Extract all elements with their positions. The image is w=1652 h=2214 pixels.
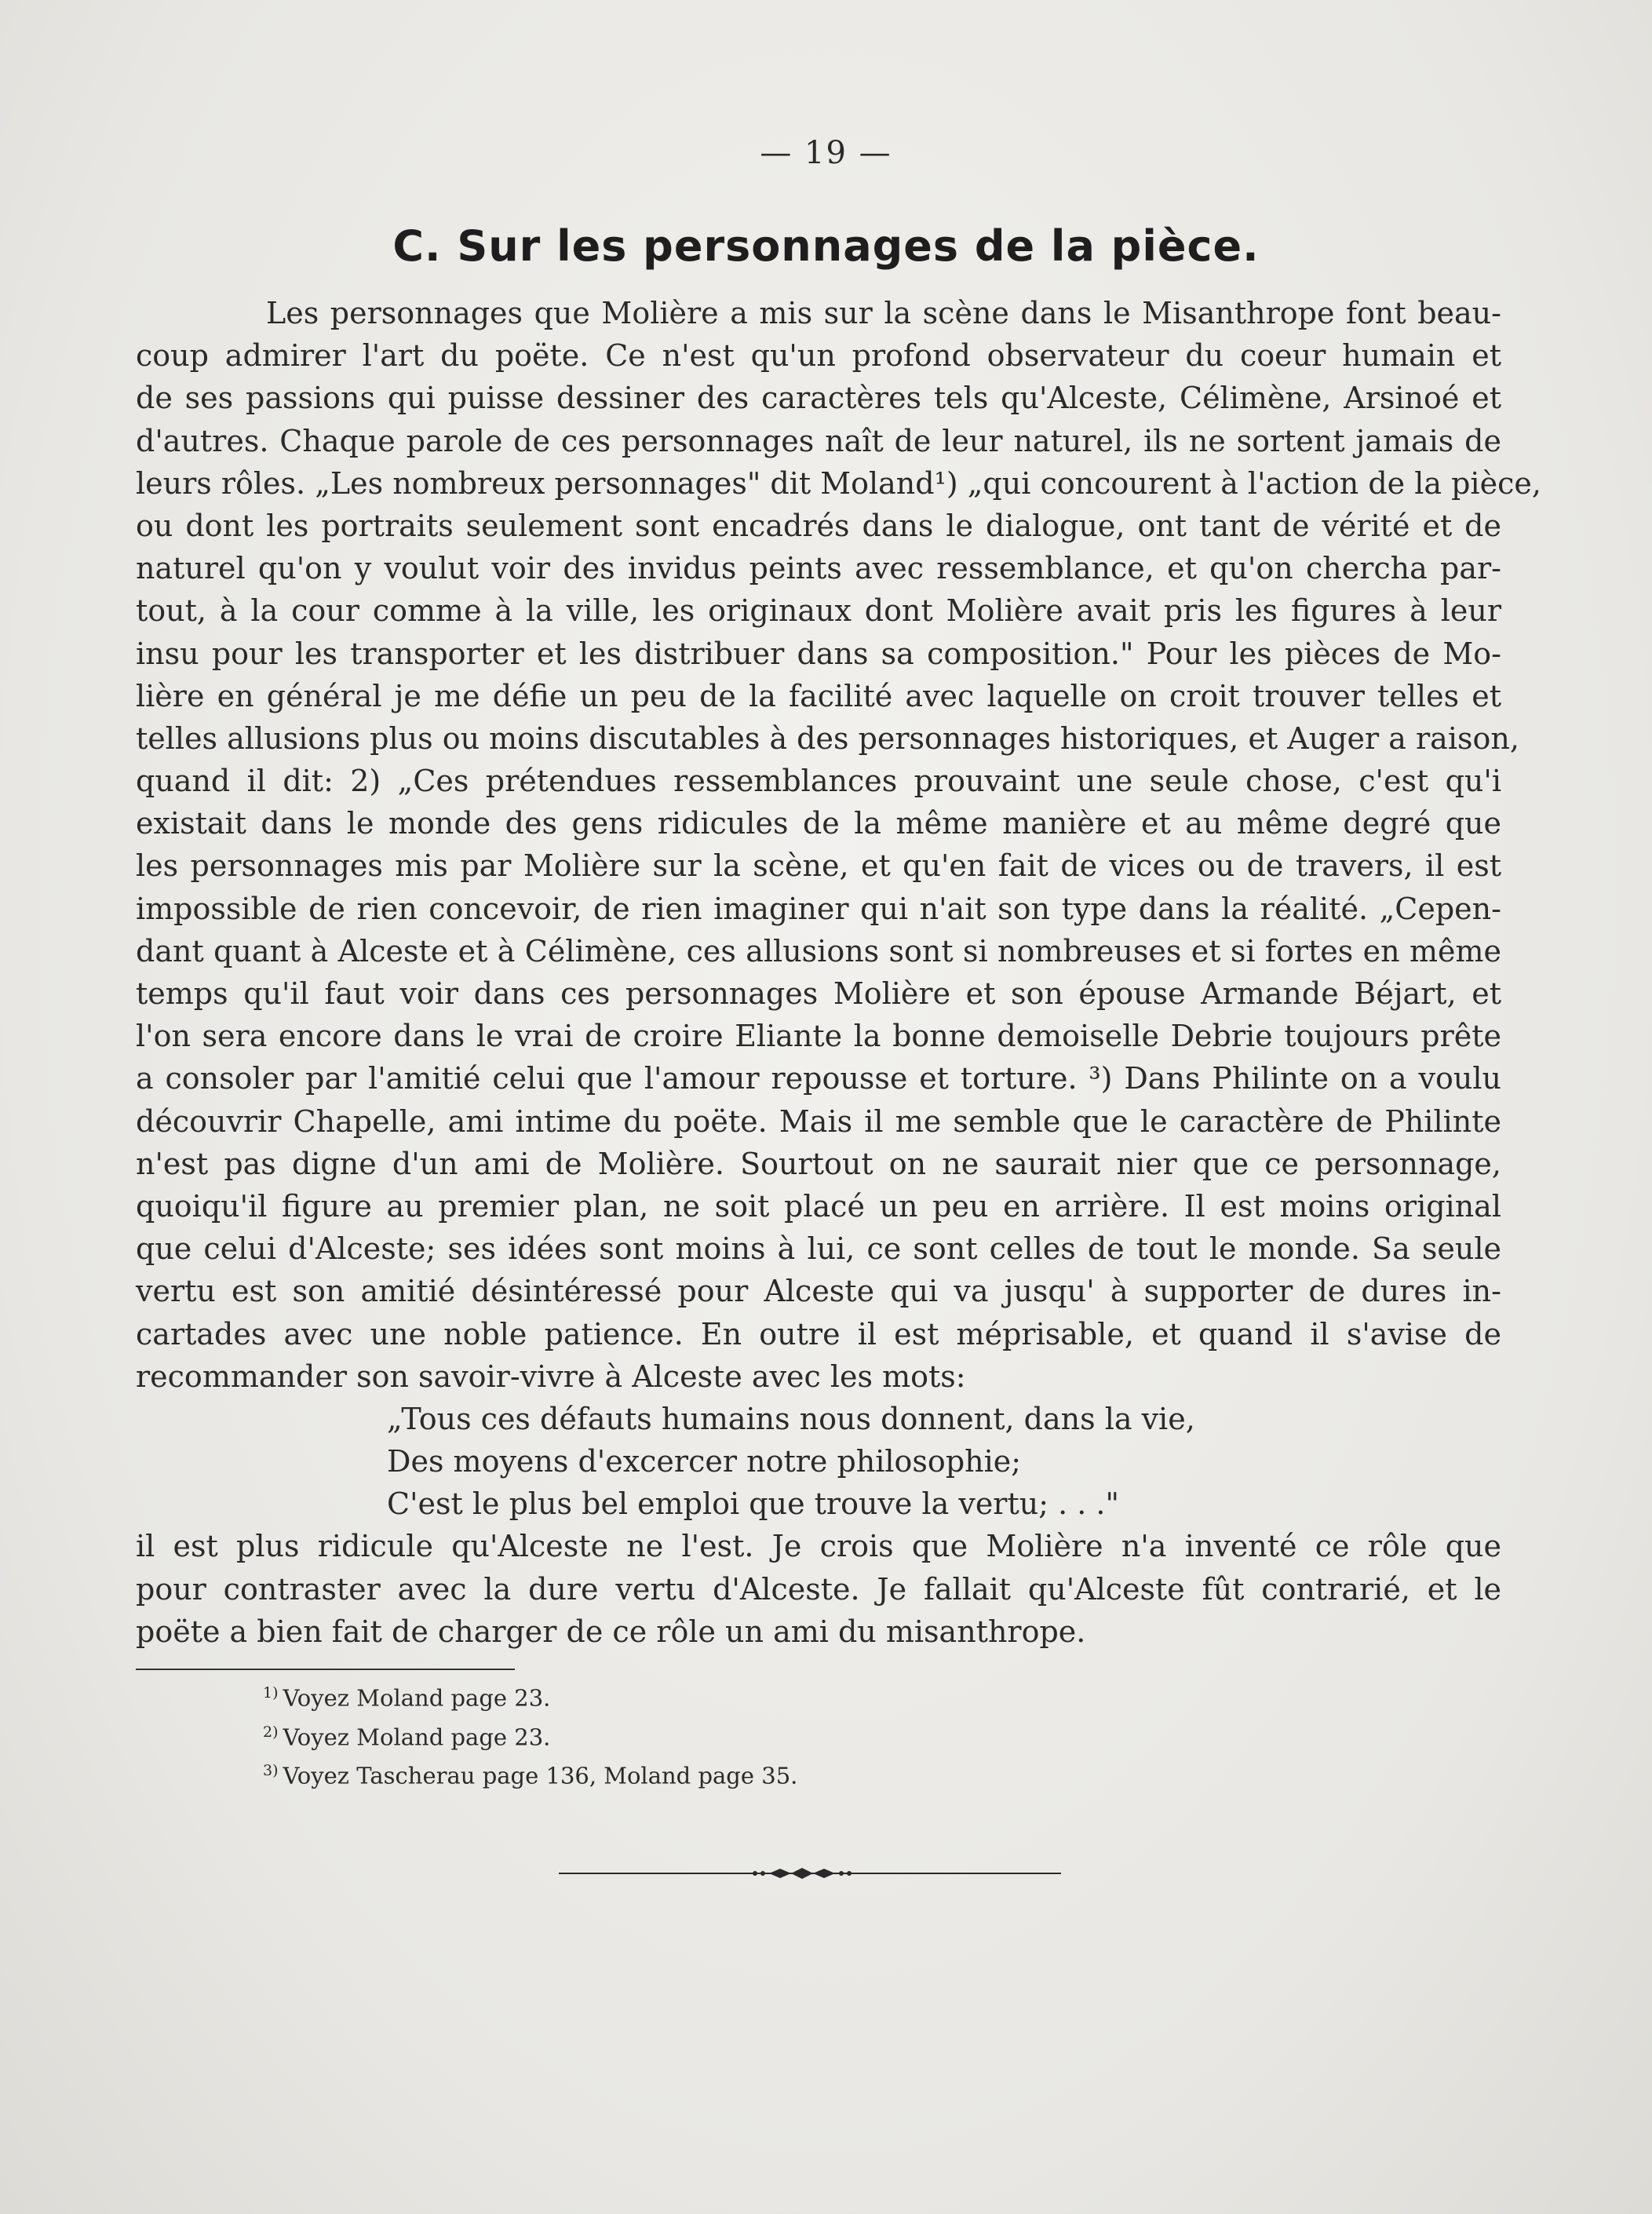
paragraph-line: lière en général je me défie un peu de la facilité avec laquelle on croit trouver telles et <box>136 678 1501 713</box>
paragraph-line: naturel qu'on y voulut voir des invidus peints avec ressemblance, et qu'on chercha par- <box>136 551 1501 586</box>
footnote-text: Voyez Tascherau page 136, Moland page 35. <box>283 1762 798 1789</box>
section-heading: C. Sur les personnages de la pièce. <box>392 221 1260 271</box>
paragraph-line: quoiqu'il figure au premier plan, ne soit placé un peu en arrière. Il est moins original <box>136 1188 1501 1224</box>
paragraph-line: quand il dit: 2) „Ces prétendues ressemblances prouvaint une seule chose, c'est qu'i <box>136 764 1501 799</box>
paragraph-line: Les personnages que Molière a mis sur la scène dans le Misanthrope font beau- <box>266 296 1501 330</box>
paragraph-line: existait dans le monde des gens ridicules de la même manière et au même degré que <box>136 806 1501 841</box>
paragraph-line: telles allusions plus ou moins discutables à des personnages historiques, et Auger a raison, <box>136 720 1519 756</box>
footnote-text: Voyez Moland page 23. <box>283 1684 551 1712</box>
footnotes <box>263 1676 797 1793</box>
body-text <box>136 292 1541 1653</box>
paragraph-line: recommander son savoir-vivre à Alceste avec les mots: <box>136 1359 966 1394</box>
paragraph-line: découvrir Chapelle, ami intime du poëte. Mais il me semble que le caractère de Philinte <box>136 1103 1501 1139</box>
paragraph-line: de ses passions qui puisse dessiner des caractères tels qu'Alceste, Célimène, Arsinoé et <box>136 381 1501 416</box>
paragraph-line: poëte a bien fait de charger de ce rôle un ami du misanthrope. <box>136 1614 1086 1649</box>
verse-line: C'est le plus bel emploi que trouve la vertu; . . ." <box>387 1486 1119 1522</box>
paragraph-line: vertu est son amitié désintéressé pour Alceste qui va jusqu' à supporter de dures in- <box>136 1274 1501 1309</box>
paragraph-line: d'autres. Chaque parole de ces personnages naît de leur naturel, ils ne sortent jamais de <box>136 423 1501 458</box>
footnote-text: Voyez Moland page 23. <box>283 1723 551 1751</box>
footnote <box>263 1754 797 1793</box>
ornament-divider <box>0 1862 1652 1885</box>
footnote-mark: 1) <box>263 1684 279 1702</box>
footnote <box>263 1716 797 1755</box>
paragraph-line: tout, à la cour comme à la ville, les originaux dont Molière avait pris les figures à leur <box>136 593 1501 629</box>
paragraph-line: pour contraster avec la dure vertu d'Alceste. Je fallait qu'Alceste fût contrarié, et le <box>136 1571 1501 1607</box>
footnote <box>263 1676 797 1716</box>
paragraph-line: que celui d'Alceste; ses idées sont moins à lui, ce sont celles de tout le monde. Sa seule <box>136 1231 1501 1267</box>
paragraph-line: temps qu'il faut voir dans ces personnages Molière et son épouse Armande Béjart, et <box>136 976 1501 1011</box>
footnote-divider <box>136 1669 515 1670</box>
footnote-mark: 2) <box>263 1723 279 1741</box>
verse-line: Des moyens d'excercer notre philosophie; <box>387 1444 1022 1479</box>
footnote-mark: 3) <box>263 1762 279 1780</box>
verse-line: „Tous ces défauts humains nous donnent, dans la vie, <box>387 1401 1195 1436</box>
paragraph-line: a consoler par l'amitié celui que l'amour repousse et torture. ³) Dans Philinte on a voulu <box>136 1061 1501 1096</box>
paragraph-line: leurs rôles. „Les nombreux personnages" dit Moland¹) „qui concourent à l'action de la pièce, <box>136 465 1541 501</box>
paragraph-line: cartades avec une noble patience. En outre il est méprisable, et quand il s'avise de <box>136 1316 1501 1351</box>
paragraph-line: l'on sera encore dans le vrai de croire Eliante la bonne demoiselle Debrie toujours prête <box>136 1019 1501 1054</box>
page-number: — 19 — <box>760 135 892 171</box>
paragraph-line: insu pour les transporter et les distribuer dans sa composition." Pour les pièces de Mo- <box>136 636 1501 671</box>
paragraph-line: impossible de rien concevoir, de rien imaginer qui n'ait son type dans la réalité. „Cepen- <box>136 891 1501 926</box>
paragraph-line: les personnages mis par Molière sur la scène, et qu'en fait de vices ou de travers, il est <box>136 848 1501 884</box>
paragraph-line: ou dont les portraits seulement sont encadrés dans le dialogue, ont tant de vérité et de <box>136 508 1501 543</box>
paragraph-line: n'est pas digne d'un ami de Molière. Sourtout on ne saurait nier que ce personnage, <box>136 1146 1501 1181</box>
paragraph-line: coup admirer l'art du poëte. Ce n'est qu'un profond observateur du coeur humain et <box>136 338 1501 374</box>
paragraph-line: il est plus ridicule qu'Alceste ne l'est. Je crois que Molière n'a inventé ce rôle que <box>136 1529 1501 1564</box>
paragraph-line: dant quant à Alceste et à Célimène, ces allusions sont si nombreuses et si fortes en même <box>136 933 1501 968</box>
